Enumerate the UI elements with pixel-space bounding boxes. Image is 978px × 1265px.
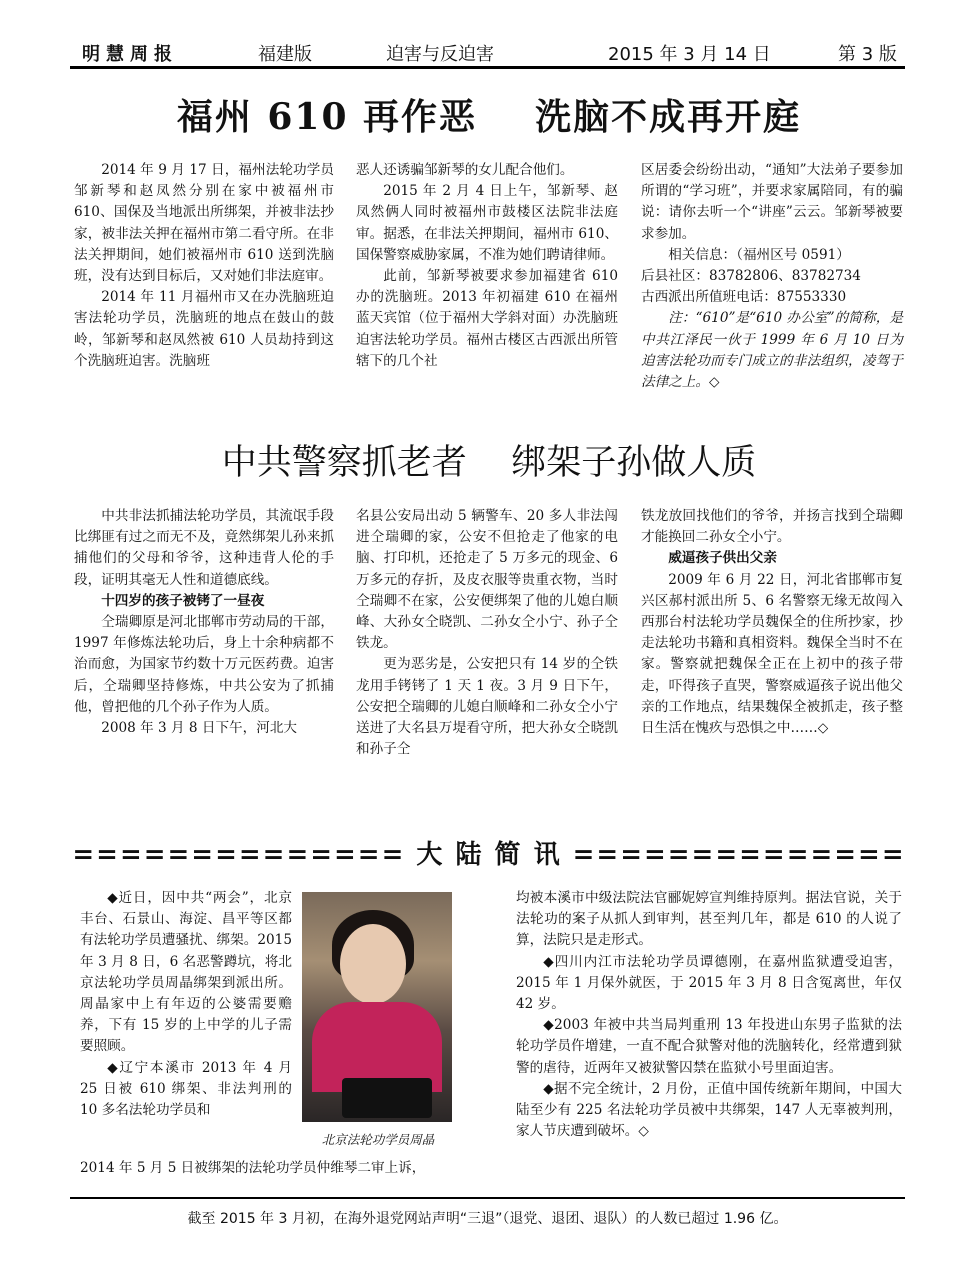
photo-zhou-jing [302,892,452,1122]
section-label: 迫害与反迫害 [386,44,494,65]
phone-community: 后县社区：83782806、83782734 [641,268,861,285]
brief-item: ◆据不完全统计，2 月份，正值中国传统新年期间，中国大陆至少有 225 名法轮功学员被中共绑架，147 人无辜被判刑，家人节庆遭到破坏。◇ [516,1080,902,1140]
subheading: 威逼孩子供出父亲 [668,550,777,567]
article2-column-2 [356,506,618,760]
paragraph: 2014 年 11 月福州市又在办洗脑班迫害法轮功学员，洗脑班的地点在鼓山的鼓岭，邹新琴和赵凤然被 610 人员劫持到这个洗脑班迫害。洗脑班 [74,289,334,369]
paragraph: 更为恶劣是，公安把只有 14 岁的仝铁龙用手铐铐了 1 天 1 夜。3 月 9 日下午，公安把仝瑞卿的儿媳白顺峰和二孙女仝小宁送进了大名县万堤看守所，把大孙女仝晓凯和孙子仝 [356,656,618,758]
article1-column-3 [641,160,903,393]
brief-item: ◆近日，因中共“两会”，北京丰台、石景山、海淀、昌平等区都有法轮功学员遭骚扰、绑架。2015 年 3 月 8 日，6 名恶警蹲坑，将北京法轮功学员周晶绑架到派出所。周晶家中上有年迈的公婆需要赡养，下有 15 岁的上中学的儿子需要照顾。 [80,890,292,1055]
photo-jewelry-tray [342,1078,432,1118]
footer-rule [70,1197,905,1199]
paragraph: 2015 年 2 月 4 日上午，邹新琴、赵凤然俩人同时被福州市鼓楼区法院非法庭审。据悉，在非法关押期间，福州市 610、国保警察威胁家属，不准为她们聘请律师。 [356,183,618,263]
footnote-610: 注：“610”是“610 办公室”的简称，是中共江泽民一伙于 1999 年 6 月 10 日为迫害法轮功而专门成立的非法组织，凌驾于法律之上。◇ [641,310,903,391]
article1-column-2 [356,160,618,372]
paragraph: 铁龙放回找他们的爷爷，并扬言找到仝瑞卿才能换回二孙女仝小宁。 [641,508,903,546]
issue-date: 2015 年 3 月 14 日 [608,44,771,65]
paragraph: 恶人还诱骗邹新琴的女儿配合他们。 [356,162,574,178]
briefs-left-column [80,888,292,1121]
article1-title: 福州 610 再作恶 洗脑不成再开庭 [176,96,802,138]
paragraph: 区居委会纷纷出动，“通知”大法弟子要参加所谓的“学习班”，并要求家属陪同，有的骗说：请你去听一个“讲座”云云。邹新琴被要求参加。 [641,162,903,242]
paragraph: 2008 年 3 月 8 日下午，河北大 [101,720,298,737]
newspaper-name: 明慧周报 [82,44,178,65]
photo-face [340,924,406,1004]
brief-item: 2014 年 5 月 5 日被绑架的法轮功学员仲维琴二审上诉， [80,1160,426,1176]
article2-title: 中共警察抓老者 绑架子孙做人质 [221,443,757,483]
paragraph: 此前，邹新琴被要求参加福建省 610 办的洗脑班。2013 年初福建 610 在福州蓝天宾馆（位于福州大学斜对面）办洗脑班迫害法轮功学员。福州古楼区古西派出所管辖下的几个社 [356,268,618,369]
page-header [70,0,905,66]
paragraph: 仝瑞卿原是河北邯郸市劳动局的干部，1997 年修炼法轮功后，身上十余种病都不治而愈，为国家节约数十万元医药费。迫害后，仝瑞卿坚持修炼，中共公安为了抓捕他，曾把他的几个孙子作为人质。 [74,614,334,715]
photo-caption: 北京法轮功学员周晶 [321,1132,435,1147]
subheading: 十四岁的孩子被铐了一昼夜 [101,592,265,609]
related-info-heading: 相关信息：（福州区号 0591） [668,246,850,263]
brief-item: ◆辽宁本溪市 2013 年 4 月 25 日被 610 绑架、非法判刑的 10 多名法轮功学员和 [80,1059,292,1119]
brief-item: ◆2003 年被中共当局判重刑 13 年投进山东男子监狱的法轮功学员仵增建，一直不配合狱警对他的洗脑转化，经常遭到狱警的虐待，近两年又被狱警囚禁在监狱小号里面迫害。 [516,1017,902,1076]
brief-item: ◆四川内江市法轮功学员谭德刚，在嘉州监狱遭受迫害，2015 年 1 月保外就医，于 2015 年 3 月 8 日含冤离世，年仅 42 岁。 [516,953,902,1013]
paragraph: 2009 年 6 月 22 日，河北省邯郸市复兴区郝村派出所 5、6 名警察无缘无故闯入西那台村法轮功学员魏保全的住所抄家，抄走法轮功书籍和真相资料。魏保全当时不在家。警察就把魏保全正在上初中的孩子带走，吓得孩子直哭，警察威逼孩子说出他父亲的工作地点，结果魏保全被抓走，孩子整日生活在愧疚与恐惧之中……◇ [641,571,903,737]
paragraph: 中共非法抓捕法轮功学员，其流氓手段比绑匪有过之而无不及，竟然绑架儿孙来抓捕他们的父母和爷爷，这种违背人伦的手段，证明其毫无人性和道德底线。 [74,508,334,588]
paragraph: 名县公安局出动 5 辆警车、20 多人非法闯进仝瑞卿的家，公安不但抢走了他家的电脑、打印机，还抢走了 5 万多元的现金、6 万多元的存折，及皮衣服等贵重衣物，当时仝瑞卿不在家，公安便绑架了他的儿媳白顺峰、大孙女仝晓凯、二孙女仝小宁、孙子仝铁龙。 [356,508,618,652]
article2-column-3 [641,506,903,739]
phone-police-station: 古西派出所值班电话：87553330 [641,289,847,306]
briefs-title: ============== 大 陆 简 讯 ============== [72,840,906,870]
header-rule [70,66,905,69]
paragraph: 2014 年 9 月 17 日，福州法轮功学员邹新琴和赵凤然分别在家中被福州市 610、国保及当地派出所绑架，并被非法抄家，被非法关押在福州市第二看守所。在非法关押期间，她们被福州市 610 送到洗脑班，没有达到目标后，又对她们非法庭审。 [74,162,334,285]
article2-column-1 [74,506,334,739]
footer-statement: 截至 2015 年 3 月初，在海外退党网站声明“三退”（退党、退团、退队）的人数已超过 1.96 亿。 [187,1211,788,1227]
edition-label: 福建版 [258,44,312,65]
briefs-left-continuation [80,1158,480,1179]
briefs-right-column [516,888,902,1142]
article1-column-1 [74,160,334,372]
brief-item: 均被本溪市中级法院法官郦妮婷宣判维持原判。据法官说，关于法轮功的案子从抓人到审判，甚至判几年，都是 610 的人说了算，法院只是走形式。 [516,890,902,949]
page-number: 第 3 版 [838,44,897,65]
